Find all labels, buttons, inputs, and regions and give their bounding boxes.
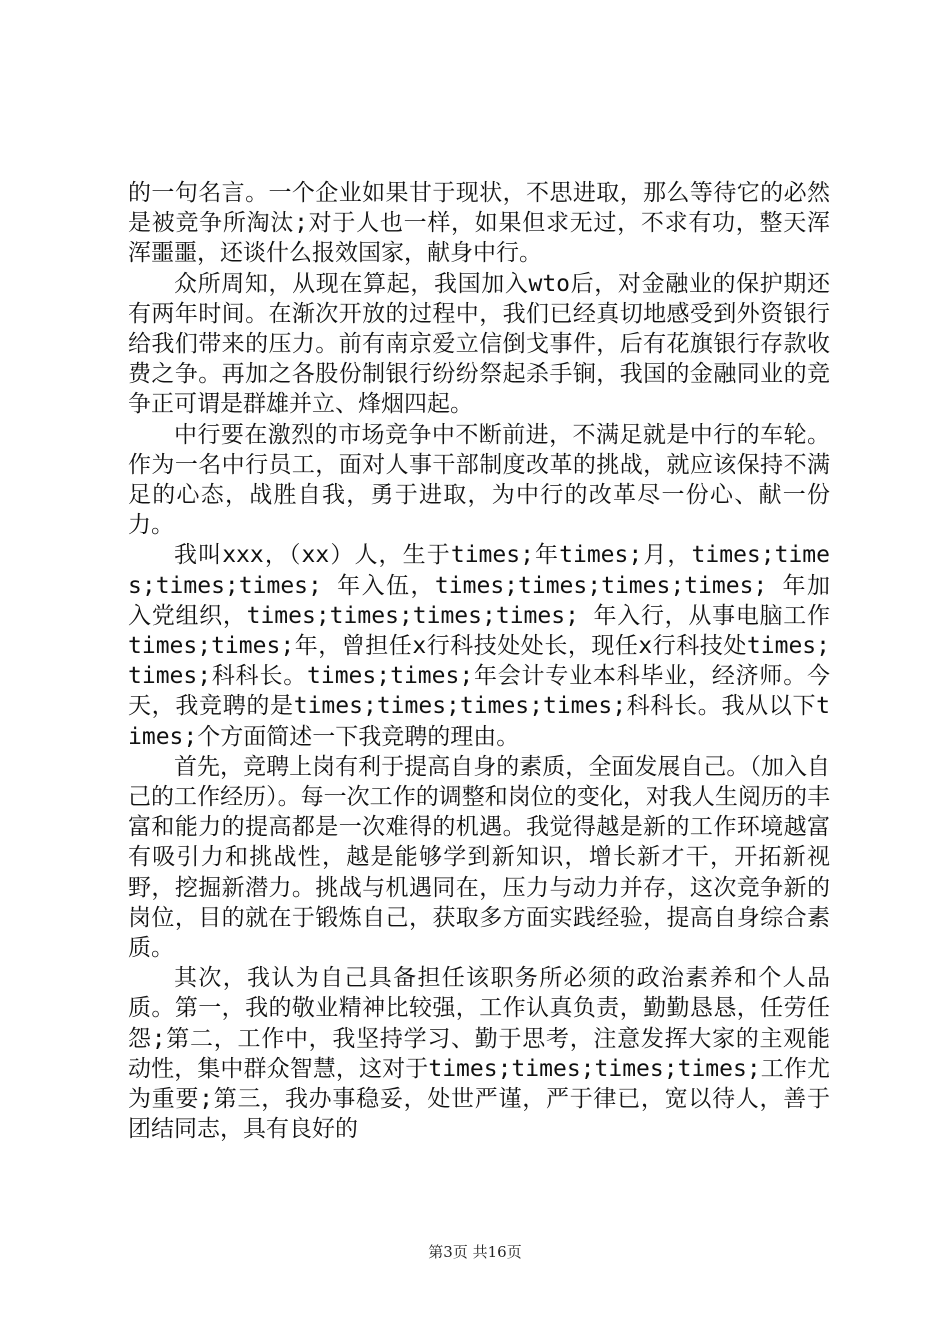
page-footer: 第3页 共16页 [428, 1243, 522, 1261]
paragraph-2: 众所周知，从现在算起，我国加入wto后，对金融业的保护期还有两年时间。在渐次开放的过程中，我们已经真切地感受到外资银行给我们带来的压力。前有南京爱立信倒戈事件，后有花旗银行存款收费之争。再加之各股份制银行纷纷祭起杀手锏，我国的金融同业的竞争正可谓是群雄并立、烽烟四起。 [128, 270, 830, 418]
paragraph-3: 中行要在激烈的市场竞争中不断前进，不满足就是中行的车轮。作为一名中行员工，面对人事干部制度改革的挑战，就应该保持不满足的心态，战胜自我，勇于进取，为中行的改革尽一份心、献一份力。 [128, 421, 830, 539]
paragraph-1: 的一句名言。一个企业如果甘于现状，不思进取，那么等待它的必然是被竞争所淘汰;对于人也一样，如果但求无过，不求有功，整天浑浑噩噩，还谈什么报效国家，献身中行。 [128, 180, 830, 267]
paragraph-4: 我叫xxx，（xx）人，生于times;年times;月，times;times;times;times; 年入伍，times;times;times;times; 年加入党组织，times;times;times;times; 年入行，从事电脑工作times;times;年，曾担任x行科技处处长，现任x行科技处times;times;科科长。times;times;年会计专业本科毕业，经济师。今天，我竞聘的是times;times;times;times;科科长。我从以下times;个方面简述一下我竞聘的理由。 [128, 542, 830, 750]
paragraph-6: 其次，我认为自己具备担任该职务所必须的政治素养和个人品质。第一，我的敬业精神比较强，工作认真负责，勤勤恳恳，任劳任怨;第二，工作中，我坚持学习、勤于思考，注意发挥大家的主观能动性，集中群众智慧，这对于times;times;times;times;工作尤为重要;第三，我办事稳妥，处世严谨，严于律已，宽以待人，善于团结同志，具有良好的 [128, 965, 830, 1143]
document-body [128, 178, 830, 1145]
paragraph-5: 首先，竞聘上岗有利于提高自身的素质，全面发展自己。（加入自己的工作经历）。每一次工作的调整和岗位的变化，对我人生阅历的丰富和能力的提高都是一次难得的机遇。我觉得越是新的工作环境越富有吸引力和挑战性，越是能够学到新知识，增长新才干，开拓新视野，挖掘新潜力。挑战与机遇同在，压力与动力并存，这次竞争新的岗位，目的就在于锻炼自己，获取多方面实践经验，提高自身综合素质。 [128, 753, 830, 962]
